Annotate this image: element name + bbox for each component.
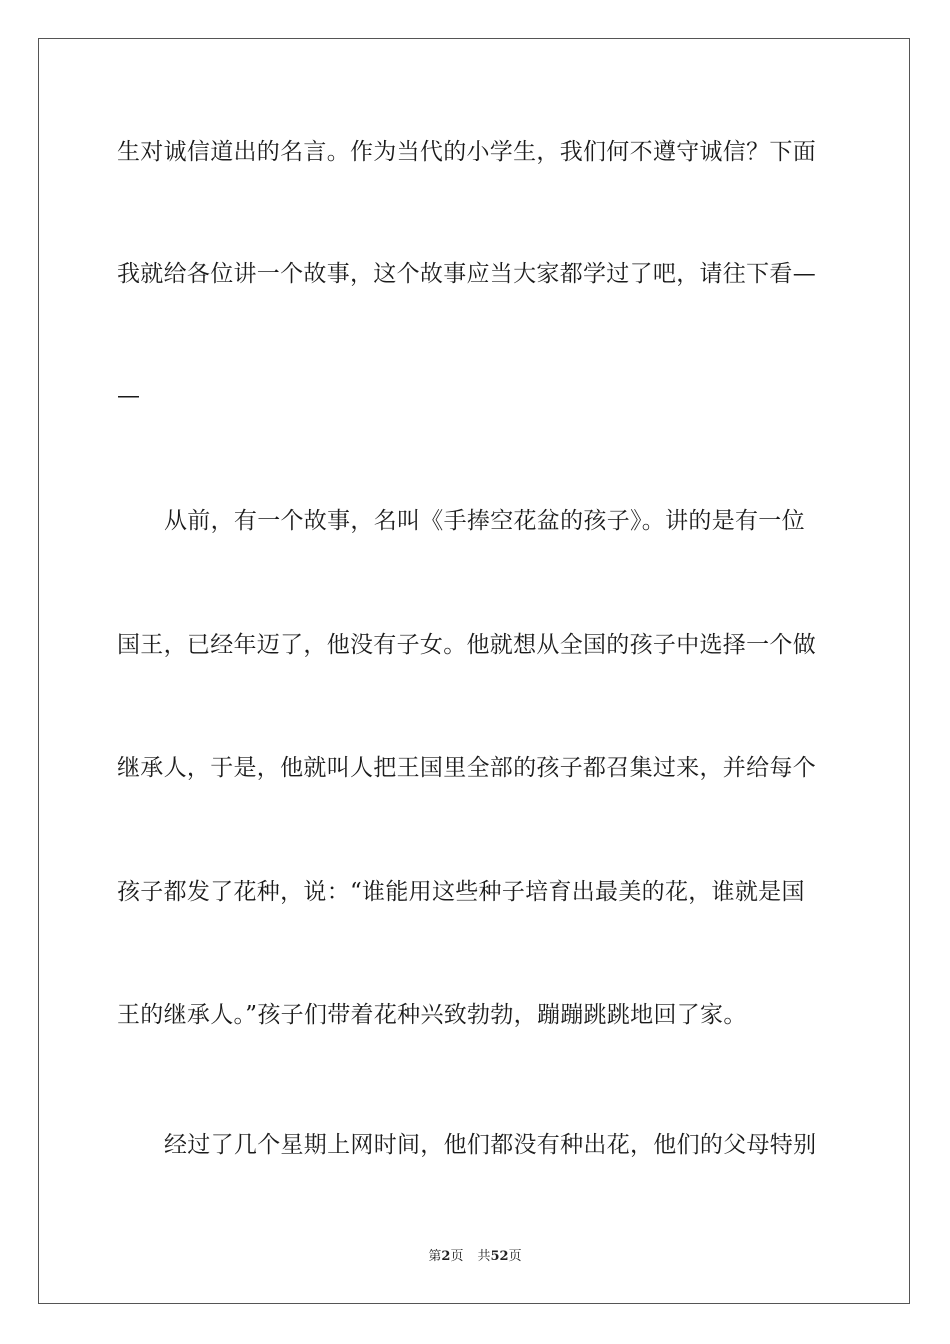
body-text-line: 继承人，于是，他就叫人把王国里全部的孩子都召集过来，并给每个 [117, 755, 816, 781]
paragraph-first-line: 从前，有一个故事，名叫《手捧空花盆的孩子》。讲的是有一位 [164, 508, 805, 534]
paragraph-first-line: 经过了几个星期上网时间，他们都没有种出花，他们的父母特别 [164, 1132, 817, 1158]
body-text-line: 我就给各位讲一个故事，这个故事应当大家都学过了吧，请往下看— [117, 261, 816, 287]
page-label-suffix: 页 [450, 1249, 464, 1264]
total-label-prefix: 共 [477, 1249, 491, 1264]
total-label-suffix: 页 [508, 1249, 522, 1264]
page-border [38, 38, 910, 1304]
body-text-line: 孩子都发了花种，说：“谁能用这些种子培育出最美的花，谁就是国 [117, 879, 805, 905]
body-text-line: 生对诚信道出的名言。作为当代的小学生，我们何不遵守诚信？下面 [117, 139, 816, 165]
total-pages: 52 [490, 1249, 509, 1264]
page-label-prefix: 第 [428, 1249, 442, 1264]
body-text-line: — [117, 383, 141, 409]
body-text-line: 王的继承人。”孩子们带着花种兴致勃勃，蹦蹦跳跳地回了家。 [117, 1002, 747, 1028]
body-text-line: 国王，已经年迈了，他没有子女。他就想从全国的孩子中选择一个做 [117, 632, 816, 658]
page-number: 2 [441, 1249, 451, 1264]
page-footer [0, 1248, 950, 1266]
